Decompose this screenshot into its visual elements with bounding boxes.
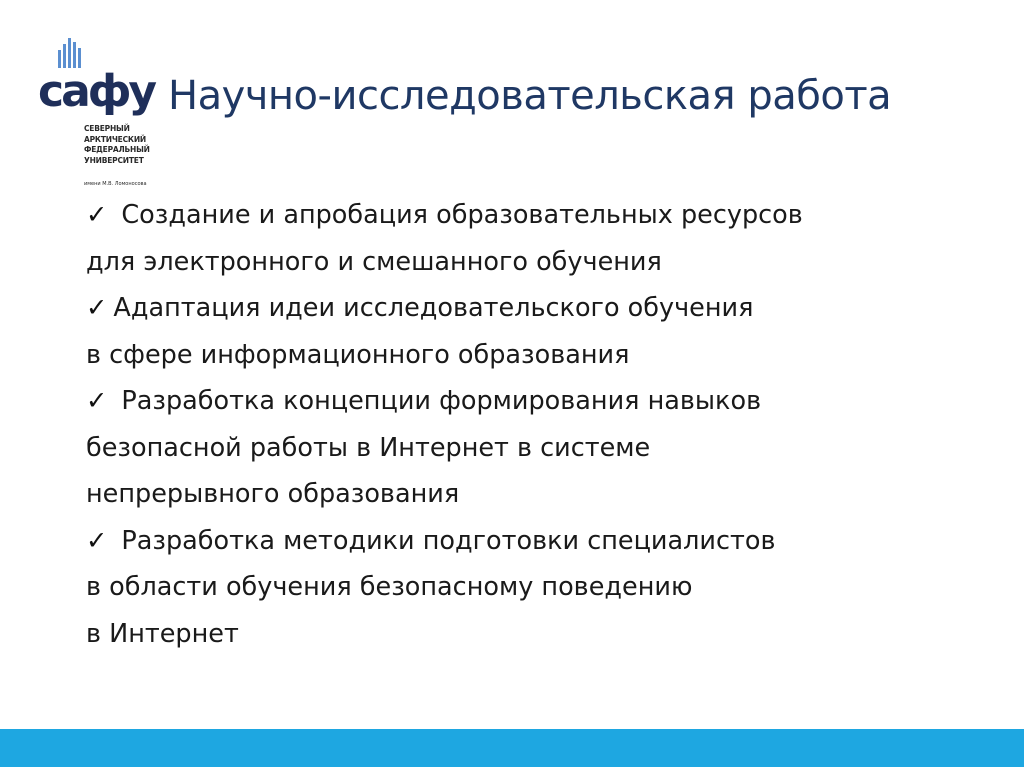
list-item: [86, 192, 986, 285]
check-mark-icon: ✓: [86, 525, 108, 556]
bullet-list: [86, 192, 986, 657]
footer-bar: [0, 729, 1024, 767]
logo-subtitle: СЕВЕРНЫЙ АРКТИЧЕСКИЙ ФЕДЕРАЛЬНЫЙ УНИВЕРСИТЕТ: [84, 124, 150, 165]
list-item-line: в Интернет: [86, 618, 239, 649]
list-item-line: непрерывного образования: [86, 479, 460, 509]
list-item-line: ✓ Создание и апробация образовательных ресурсов: [86, 192, 986, 239]
list-item-line: в области обучения безопасному поведению: [86, 572, 693, 602]
list-item-line: безопасной работы в Интернет в системе: [86, 432, 651, 463]
list-item-line: ✓ Адаптация идеи исследовательского обучения: [86, 285, 986, 332]
list-item-line: ✓ Разработка методики подготовки специалистов: [86, 518, 986, 565]
university-logo: [38, 38, 155, 190]
list-item-line: в сфере информационного образования: [86, 339, 630, 370]
slide-title: Научно-исследовательская работа: [168, 73, 892, 119]
list-item: [86, 378, 986, 518]
list-item-line: для электронного и смешанного обучения: [86, 246, 662, 277]
list-item: [86, 285, 986, 378]
list-item-line: ✓ Разработка концепции формирования навыков: [86, 378, 986, 425]
check-mark-icon: ✓: [86, 386, 108, 416]
logo-subtitle-small: имени М.В. Ломоносова: [84, 181, 147, 187]
logo-wordmark: сафу: [38, 66, 155, 117]
list-item: [86, 518, 986, 658]
check-mark-icon: ✓: [86, 293, 108, 323]
check-mark-icon: ✓: [86, 200, 108, 230]
